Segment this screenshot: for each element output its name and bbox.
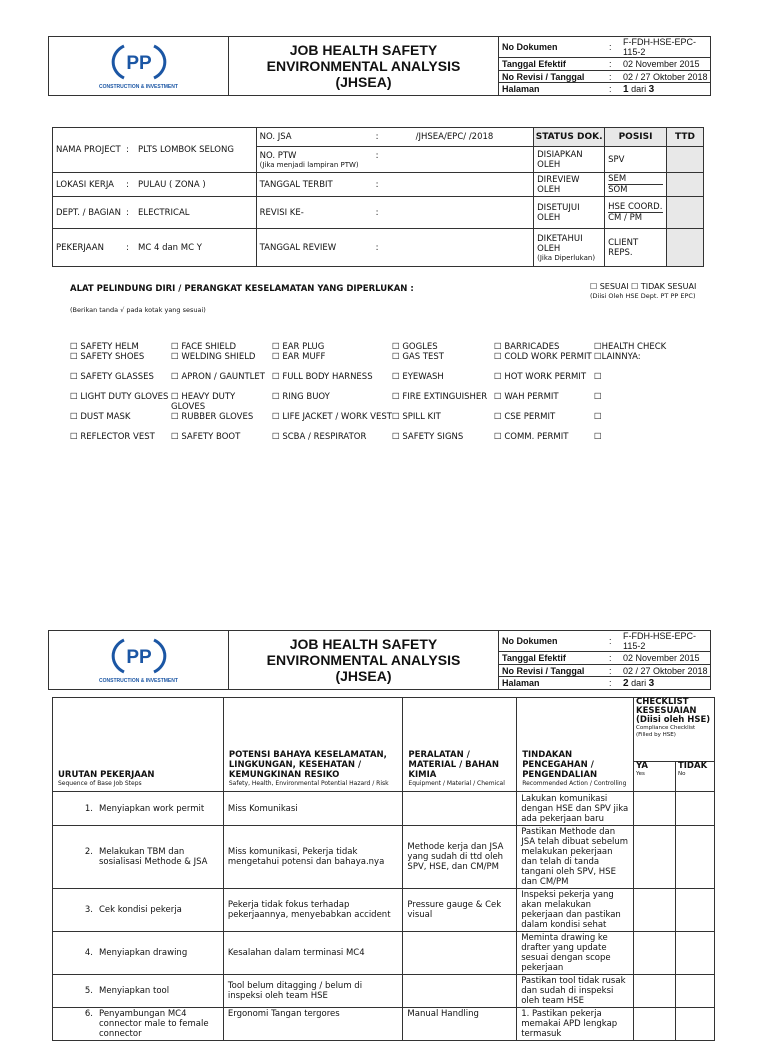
ppe-checkbox[interactable]: ☐HEALTH CHECK xyxy=(594,342,667,352)
ppe-row xyxy=(70,393,710,413)
ppe-checkbox[interactable]: ☐ WAH PERMIT xyxy=(494,392,559,402)
check-yes[interactable] xyxy=(634,826,676,889)
check-yes[interactable] xyxy=(634,975,676,1008)
table-row: 6. Penyambungan MC4 connector male to female connector Ergonomi Tangan tergores Manual Handling 1. Pastikan pekerja memakai APD lengkap termasuk xyxy=(53,1008,715,1041)
col-header-hazard: POTENSI BAHAYA KESELAMATAN, LINGKUNGAN, KESEHATAN / KEMUNGKINAN RESIKO Safety, Health, Environmental Potential Hazard / Risk xyxy=(223,698,403,792)
compliance-check[interactable]: ☐ SESUAI ☐ TIDAK SESUAI (Diisi Oleh HSE Dept. PT PP EPC) xyxy=(590,282,697,300)
ppe-row xyxy=(70,373,710,393)
table-row: 3. Cek kondisi pekerja Pekerja tidak fokus terhadap pekerjaannya, menyebabkan accident Pressure gauge & Cek visual Inspeksi pekerja yang akan melakukan pekerjaan dan pastikan dalam kondisi sehat xyxy=(53,889,715,932)
ppe-checkbox[interactable]: ☐ FACE SHIELD xyxy=(171,342,237,352)
ppe-checkbox[interactable]: ☐LAINNYA: xyxy=(594,352,641,362)
company-logo xyxy=(49,37,229,95)
check-yes[interactable] xyxy=(634,792,676,826)
table-row: 4. Menyiapkan drawing Kesalahan dalam terminasi MC4 Meminta drawing ke drafter yang update sesuai dengan scope pekerjaan xyxy=(53,932,715,975)
doc-meta: No Dokumen : F-FDH-HSE-EPC-115-2 Tanggal Efektif : 02 November 2015 No Revisi / Tanggal : 02 / 27 Oktober 2018 Halaman : 1 dari 3 xyxy=(499,37,710,95)
check-no[interactable] xyxy=(675,826,714,889)
ppe-checkbox[interactable]: ☐ HEAVY DUTY GLOVES xyxy=(171,392,236,412)
ppe-checkbox[interactable]: ☐ SAFETY BOOT xyxy=(171,432,241,442)
ppe-checkbox[interactable]: ☐ DUST MASK xyxy=(70,412,131,422)
ppe-checkbox[interactable]: ☐ SAFETY SHOES xyxy=(70,352,145,362)
project-info-table: NAMA PROJECT : PLTS LOMBOK SELONG NO. JSA : /JHSEA/EPC/ /2018 STATUS DOK. POSISI TTD NO. PTW (Jika menjadi lampiran PTW) : DISIAPKAN OLEH SPV LOKASI KERJA : PULAU ( ZONA ) TANGGAL TERBIT : DIREVIEW OLEH SEM SOM DEPT. / BAGIAN : ELECTRICAL REVISI KE- : DISETUJUI OLEH HSE COORD. CM / PM PEKERJAAN : MC 4 dan MC Y TANGGAL REVIEW : DIKETAHUI OLEH (Jika Diperlukan) CLIENT REPS. xyxy=(52,127,704,267)
ppe-checkbox[interactable]: ☐ SAFETY SIGNS xyxy=(392,432,464,442)
ppe-checkbox[interactable]: ☐ REFLECTOR VEST xyxy=(70,432,155,442)
col-header-checklist: CHECKLIST KESESUAIAN (Diisi oleh HSE) Compliance Checklist (Filled by HSE) xyxy=(634,698,715,762)
ppe-checkbox[interactable]: ☐ xyxy=(594,372,602,382)
apd-note: (Berikan tanda √ pada kotak yang sesuai) xyxy=(70,306,206,314)
col-header-action: TINDAKAN PENCEGAHAN / PENGENDALIAN Recommended Action / Controlling xyxy=(517,698,634,792)
check-no[interactable] xyxy=(675,792,714,826)
project-name: PLTS LOMBOK SELONG xyxy=(138,145,234,155)
check-yes[interactable] xyxy=(634,932,676,975)
check-no[interactable] xyxy=(675,889,714,932)
ppe-checkbox[interactable]: ☐ GOGLES xyxy=(392,342,438,352)
table-row: 1. Menyiapkan work permit Miss Komunikasi Lakukan komunikasi dengan HSE dan SPV jika ada pekerjaan baru xyxy=(53,792,715,826)
ppe-checkbox[interactable]: ☐ EAR PLUG xyxy=(272,342,325,352)
ppe-checkbox[interactable]: ☐ RING BUOY xyxy=(272,392,330,402)
table-row: 2. Melakukan TBM dan sosialisasi Methode & JSA Miss komunikasi, Pekerja tidak mengetahui potensi dan bahaya.nya Methode kerja dan JSA yang sudah di ttd oleh SPV, HSE, dan CM/PM Pastikan Methode dan JSA telah dibuat sebelum melakukan pekerjaan dan telah di tanda tangani oleh SPV, HSE dan CM/PM xyxy=(53,826,715,889)
logo-subtitle: CONSTRUCTION & INVESTMENT xyxy=(99,84,178,90)
ppe-checkbox[interactable]: ☐ xyxy=(594,432,602,442)
ppe-checkbox[interactable]: ☐ APRON / GAUNTLET xyxy=(171,372,265,382)
ppe-checkbox[interactable]: ☐ EAR MUFF xyxy=(272,352,326,362)
doc-title: JOB HEALTH SAFETY ENVIRONMENTAL ANALYSIS (JHSEA) xyxy=(229,37,499,95)
sign-box-1[interactable] xyxy=(667,147,704,173)
logo-subtitle: CONSTRUCTION & INVESTMENT xyxy=(99,678,178,684)
check-no[interactable] xyxy=(675,932,714,975)
doc-number: F-FDH-HSE-EPC-115-2 xyxy=(623,37,696,57)
ppe-checkbox[interactable]: ☐ FIRE EXTINGUISHER xyxy=(392,392,488,402)
ppe-checkbox[interactable]: ☐ FULL BODY HARNESS xyxy=(272,372,373,382)
doc-meta: No Dokumen : F-FDH-HSE-EPC-115-2 Tanggal Efektif : 02 November 2015 No Revisi / Tanggal : 02 / 27 Oktober 2018 Halaman : 2 dari 3 xyxy=(499,631,710,689)
ppe-checkbox[interactable]: ☐ LIGHT DUTY GLOVES xyxy=(70,392,169,402)
pp-logo-icon xyxy=(116,42,162,82)
ppe-checkbox[interactable]: ☐ HOT WORK PERMIT xyxy=(494,372,587,382)
ppe-row xyxy=(70,413,710,433)
ppe-checkbox[interactable]: ☐ COLD WORK PERMIT xyxy=(494,352,592,362)
table-row: 5. Menyiapkan tool Tool belum ditagging / belum di inspeksi oleh team HSE Pastikan tool tidak rusak dan sudah di inspeksi oleh team HSE xyxy=(53,975,715,1008)
svg-text:PP: PP xyxy=(125,53,152,74)
check-yes[interactable] xyxy=(634,1008,676,1041)
col-header-steps: URUTAN PEKERJAAN Sequence of Base Job Steps xyxy=(53,698,224,792)
ppe-checkbox[interactable]: ☐ BARRICADES xyxy=(494,342,560,352)
doc-title: JOB HEALTH SAFETY ENVIRONMENTAL ANALYSIS (JHSEA) xyxy=(229,631,499,689)
ppe-checkbox[interactable]: ☐ SAFETY HELM xyxy=(70,342,139,352)
jsa-table: URUTAN PEKERJAAN Sequence of Base Job Steps POTENSI BAHAYA KESELAMATAN, LINGKUNGAN, KESEHATAN / KEMUNGKINAN RESIKO Safety, Health, Environmental Potential Hazard / Risk PERALATAN / MATERIAL / BAHAN KIMIA Equipment / Material / Chemical TINDAKAN PENCEGAHAN / PENGENDALIAN Recommended Action / Controlling CHECKLIST KESESUAIAN (Diisi oleh HSE) Compliance Checklist (Filled by HSE) YA Yes TIDAK No 1. Menyiapkan work permit Miss Komunikasi Lakukan komunikasi dengan HSE dan SPV jika ada pekerjaan baru 2. Melakukan TBM dan sosialisasi Methode & JSA Miss komunikasi, Pekerja tidak mengetahui potensi dan bahaya.nya Methode kerja dan JSA yang sudah di ttd oleh SPV, HSE, dan CM/PM Pastikan Methode dan JSA telah dibuat sebelum melakukan pekerjaan dan telah di tanda tangani oleh SPV, HSE dan CM/PM 3. Cek kondisi pekerja Pekerja tidak fokus terhadap pekerjaannya, menyebabkan accident Pressure gauge & Cek visual Inspeksi pekerja yang akan melakukan pekerjaan dan pastikan dalam kondisi sehat 4. Menyiapkan drawing Kesalahan dalam terminasi MC4 Meminta drawing ke drafter yang update sesuai dengan scope pekerjaan 5. Menyiapkan tool Tool belum ditagging / belum di inspeksi oleh team HSE Pastikan tool tidak rusak dan sudah di inspeksi oleh team HSE 6. Penyambungan MC4 connector male to female connector Ergonomi Tangan tergores Manual Handling 1. Pastikan pekerja memakai APD lengkap termasuk xyxy=(52,697,715,1041)
ppe-checkbox[interactable]: ☐ EYEWASH xyxy=(392,372,444,382)
ppe-checkbox[interactable]: ☐ xyxy=(594,412,602,422)
ppe-checkbox[interactable]: ☐ WELDING SHIELD xyxy=(171,352,256,362)
ppe-checkbox[interactable]: ☐ GAS TEST xyxy=(392,352,444,362)
apd-title: ALAT PELINDUNG DIRI / PERANGKAT KESELAMATAN YANG DIPERLUKAN : xyxy=(70,284,414,294)
ppe-checkbox[interactable]: ☐ CSE PERMIT xyxy=(494,412,556,422)
page-number: 2 xyxy=(623,677,629,689)
ppe-checkbox[interactable]: ☐ SCBA / RESPIRATOR xyxy=(272,432,367,442)
ppe-checkbox[interactable]: ☐ xyxy=(594,392,602,402)
ppe-checkbox[interactable]: ☐ LIFE JACKET / WORK VEST xyxy=(272,412,392,422)
ppe-checkbox[interactable]: ☐ RUBBER GLOVES xyxy=(171,412,254,422)
doc-header-page2 xyxy=(48,630,711,690)
col-header-equipment: PERALATAN / MATERIAL / BAHAN KIMIA Equipment / Material / Chemical xyxy=(403,698,517,792)
sign-box-4[interactable] xyxy=(667,229,704,267)
ppe-checkbox[interactable]: ☐ SAFETY GLASSES xyxy=(70,372,154,382)
company-logo xyxy=(49,631,229,689)
doc-header-page1 xyxy=(48,36,711,96)
ppe-checkbox[interactable]: ☐ SPILL KIT xyxy=(392,412,441,422)
ppe-checkbox[interactable]: ☐ COMM. PERMIT xyxy=(494,432,569,442)
pp-logo-icon xyxy=(116,636,162,676)
check-no[interactable] xyxy=(675,975,714,1008)
sign-box-3[interactable] xyxy=(667,197,704,229)
ppe-row xyxy=(70,433,710,453)
page-number: 1 xyxy=(623,83,629,95)
check-no[interactable] xyxy=(675,1008,714,1041)
doc-number: F-FDH-HSE-EPC-115-2 xyxy=(623,631,696,651)
ppe-row xyxy=(70,353,710,373)
sign-box-2[interactable] xyxy=(667,173,704,197)
check-yes[interactable] xyxy=(634,889,676,932)
svg-text:PP: PP xyxy=(125,647,152,668)
ppe-checklist xyxy=(70,343,710,453)
